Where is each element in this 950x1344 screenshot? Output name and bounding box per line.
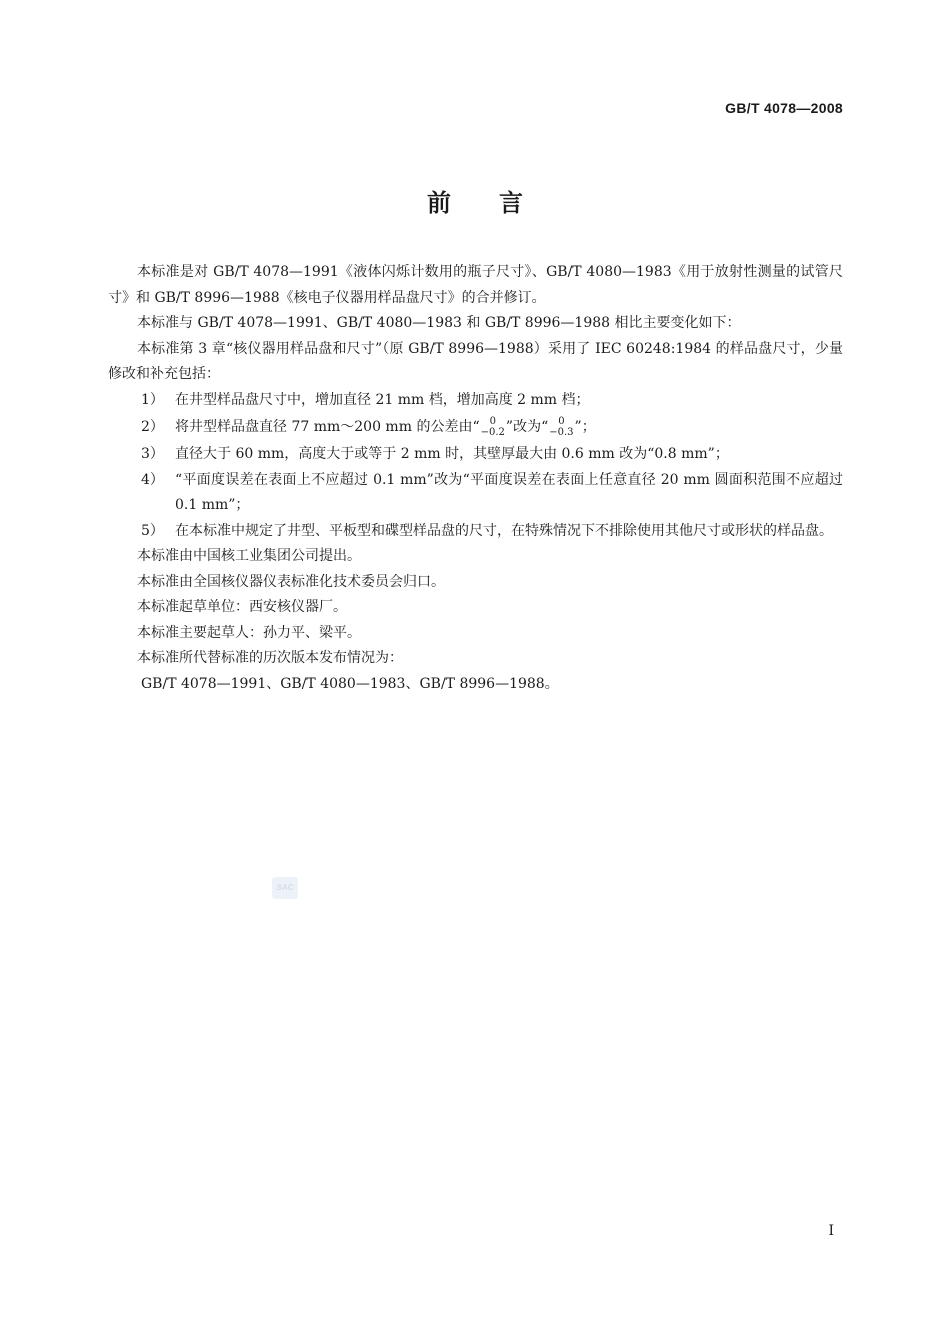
list-item-number: 1） (141, 391, 164, 408)
text-segment: 将井型样品盘直径 77 mm～200 mm 的公差由“ (175, 419, 480, 435)
tolerance-lower: −0.2 (480, 427, 505, 438)
list-item-number: 3） (141, 446, 164, 462)
list-item-text (175, 413, 843, 442)
page-title: 前言 (427, 188, 571, 217)
list-item-number: 5） (141, 522, 164, 539)
paragraph: GB/T 4078—1991、GB/T 4080—1983、GB/T 8996—1988。 (141, 675, 559, 692)
tolerance-2 (549, 416, 573, 438)
foreword-body (108, 260, 843, 697)
list-item-number: 2） (141, 419, 164, 435)
list-item-text: 在井型样品盘尺寸中，增加直径 21 mm 档，增加高度 2 mm 档； (175, 391, 590, 408)
text-segment: ”； (574, 419, 596, 435)
list-item (108, 519, 843, 545)
paragraph: 本标准所代替标准的历次版本发布情况为： (137, 650, 403, 666)
list-item-text: 在本标准中规定了井型、平板型和碟型样品盘的尺寸，在特殊情况下不排除使用其他尺寸或形状的样品盘。 (175, 522, 833, 539)
paragraph: 本标准与 GB/T 4078—1991、GB/T 4080—1983 和 GB/T 8996—1988 相比主要变化如下： (137, 315, 741, 331)
tolerance-upper: 0 (489, 416, 496, 427)
list-item (108, 388, 843, 414)
tolerance-1 (481, 416, 505, 438)
paragraph: 本标准起草单位：西安核仪器厂。 (137, 599, 347, 615)
list-item (108, 413, 843, 442)
paragraph: 本标准由中国核工业集团公司提出。 (137, 548, 361, 564)
list-item (108, 442, 843, 468)
paragraph: 本标准主要起草人：孙力平、梁平。 (137, 624, 361, 641)
tolerance-lower: −0.3 (549, 427, 574, 438)
tolerance-upper: 0 (558, 416, 565, 427)
standard-code: GB/T 4078—2008 (725, 100, 843, 116)
list-item-text: 直径大于 60 mm，高度大于或等于 2 mm 时，其壁厚最大由 0.6 mm 改为“0.8 mm”； (175, 446, 729, 462)
list-item (108, 468, 843, 519)
page-number: I (828, 1223, 834, 1239)
list-item-text: “平面度误差在表面上不应超过 0.1 mm”改为“平面度误差在表面上任意直径 20 mm 圆面积范围不应超过 0.1 mm”； (175, 471, 843, 513)
paragraph: 本标准第 3 章“核仪器用样品盘和尺寸”（原 GB/T 8996—1988）采用了 IEC 60248:1984 的样品盘尺寸，少量修改和补充包括： (108, 340, 843, 382)
paragraph: 本标准由全国核仪器仪表标准化技术委员会归口。 (137, 573, 445, 590)
list-item-number: 4） (141, 471, 164, 488)
sac-watermark-logo: SAC (272, 877, 298, 899)
paragraph: 本标准是对 GB/T 4078—1991《液体闪烁计数用的瓶子尺寸》、GB/T 4080—1983《用于放射性测量的试管尺寸》和 GB/T 8996—1988《核电子仪器用样品盘尺寸》的合并修订。 (108, 264, 843, 306)
text-segment: ”改为“ (505, 419, 549, 435)
